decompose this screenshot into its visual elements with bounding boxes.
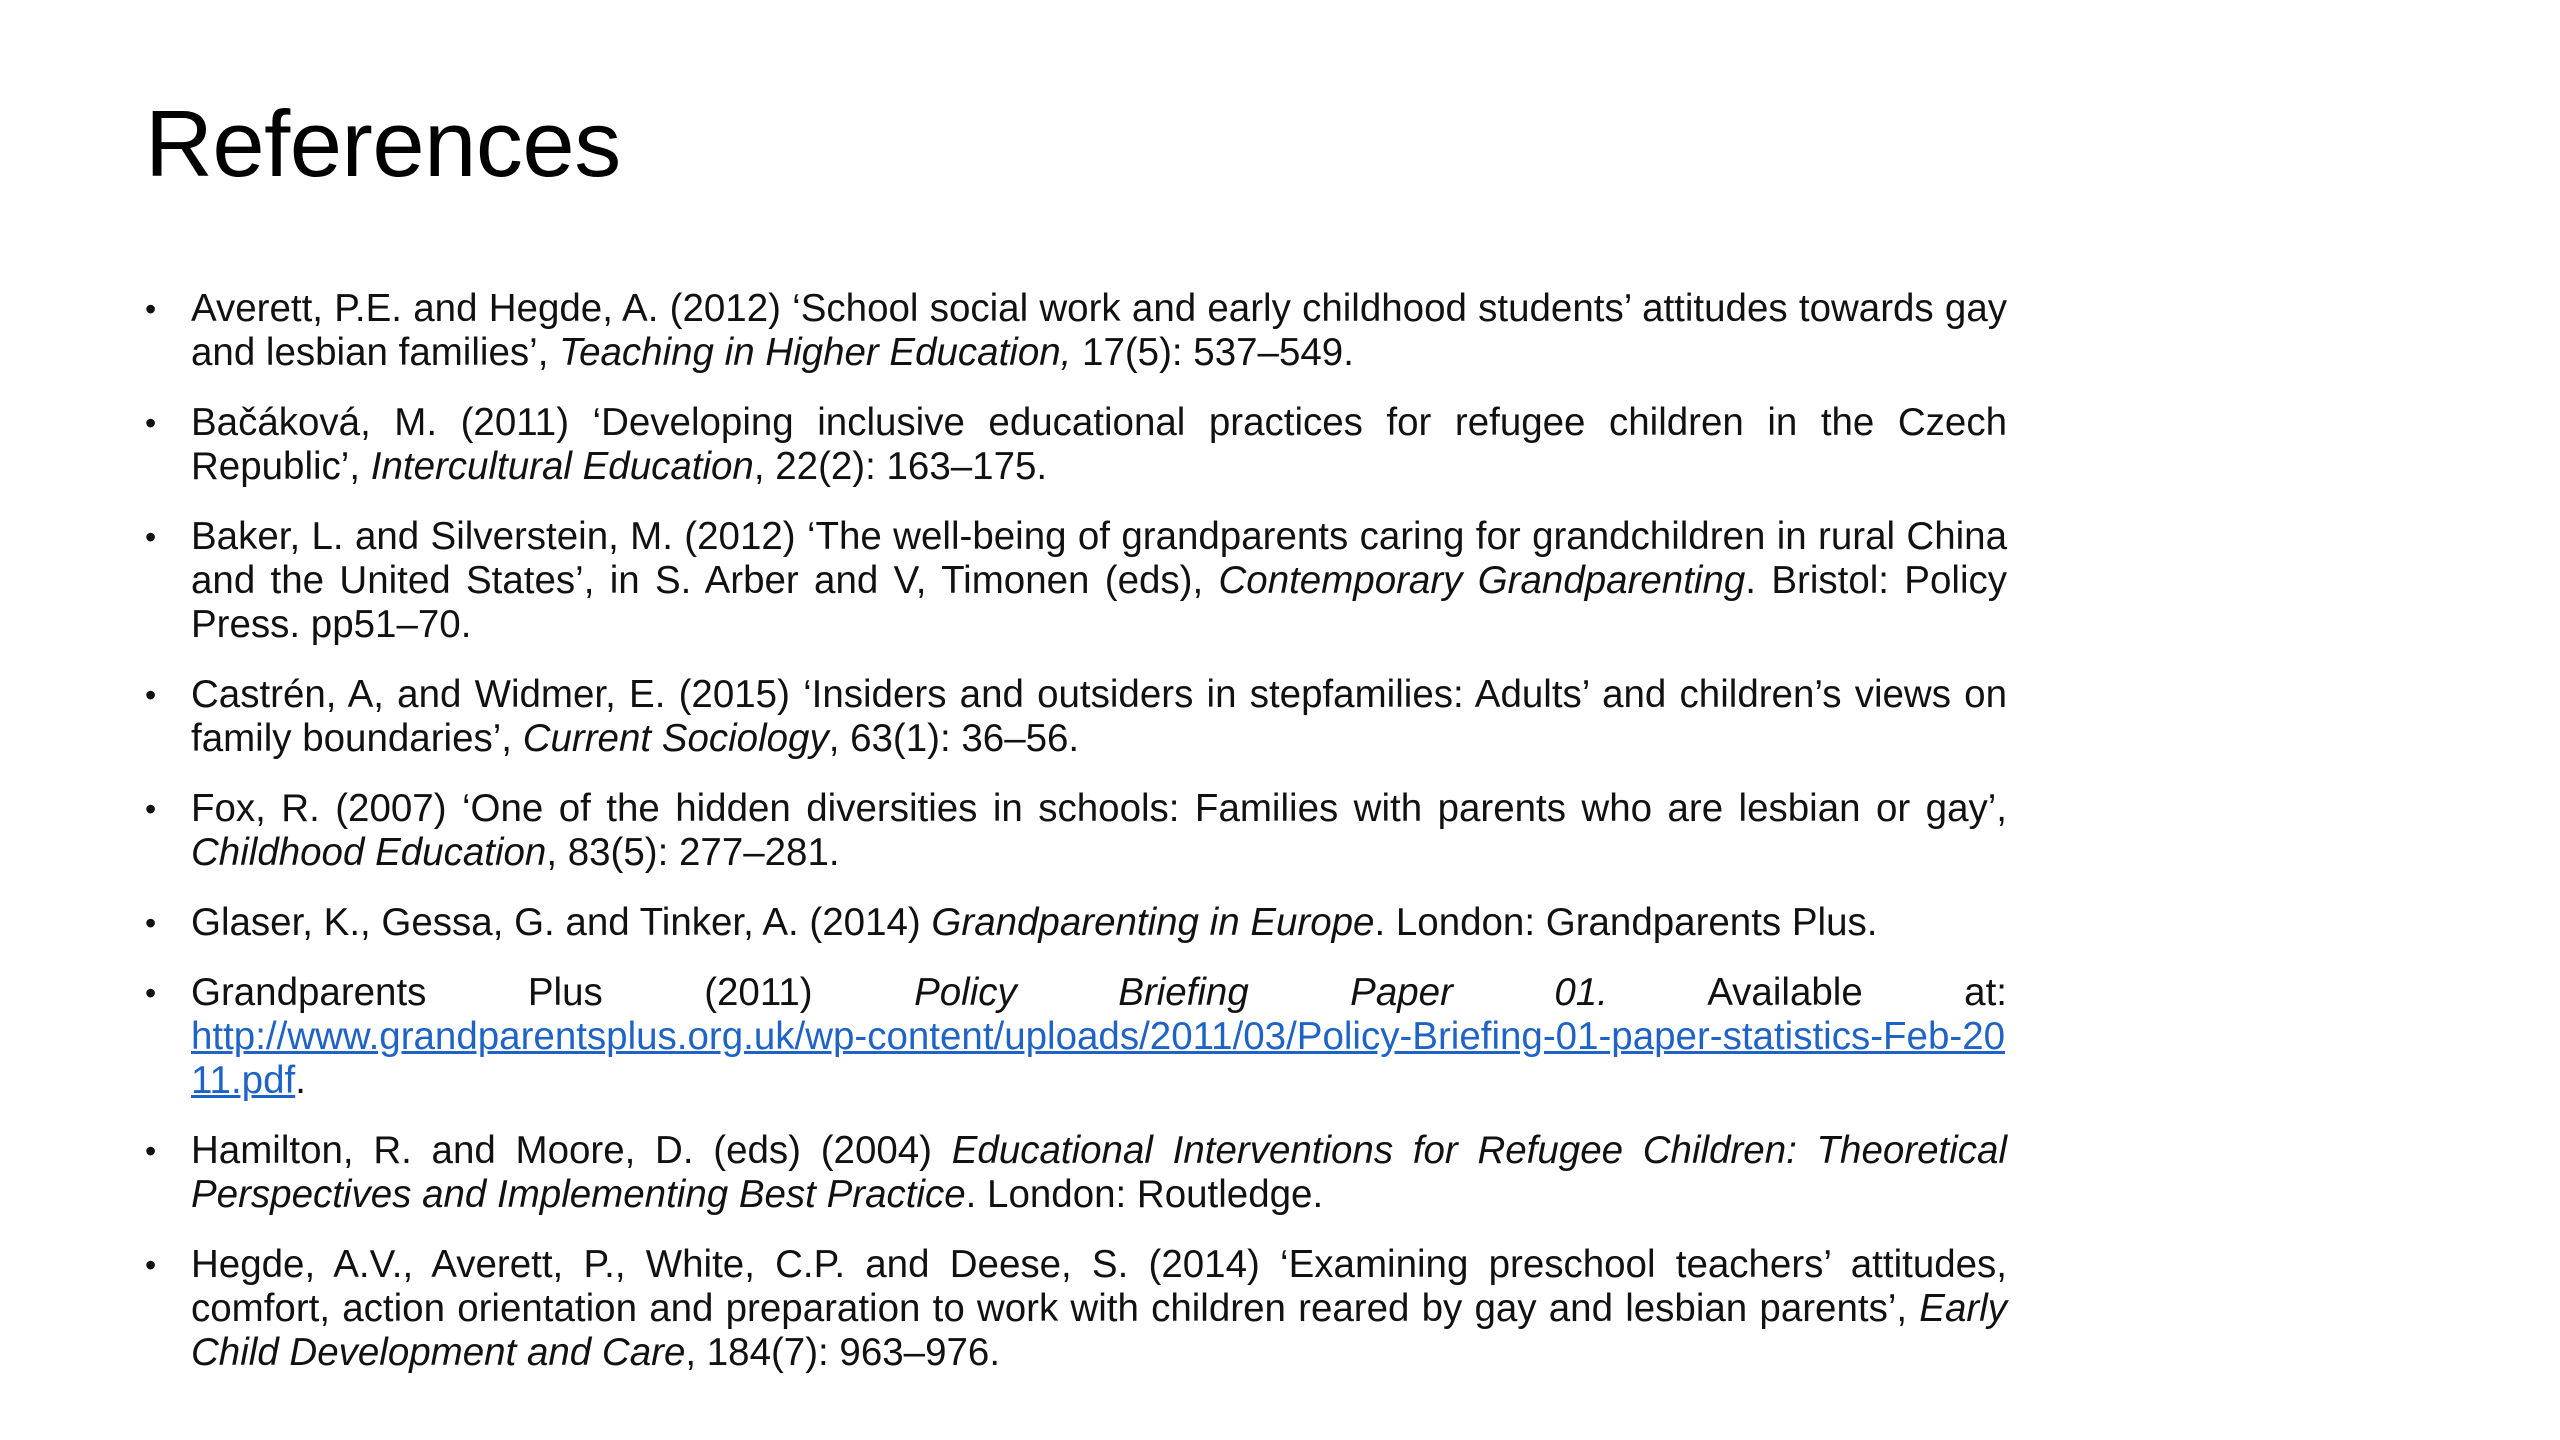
reference-details: , 184(7): 963–976. bbox=[685, 1331, 1001, 1374]
reference-text: Baker, L. and Silverstein, M. (2012) ‘The well-being of grandparents caring for grandchildren in rural China and the United States’, in S. Arber and V, Timonen (eds), bbox=[191, 515, 2007, 602]
reference-details: Available at: bbox=[1607, 971, 2007, 1014]
reference-item bbox=[145, 673, 2007, 761]
reference-text: Grandparents Plus (2011) bbox=[191, 971, 915, 1014]
reference-list bbox=[145, 287, 2007, 1401]
reference-details: , 83(5): 277–281. bbox=[546, 831, 840, 874]
reference-item bbox=[145, 515, 2007, 647]
reference-source: Current Sociology bbox=[522, 717, 829, 760]
reference-item bbox=[145, 1243, 2007, 1375]
reference-details: . London: Grandparents Plus. bbox=[1374, 901, 1878, 944]
reference-details: 17(5): 537–549. bbox=[1071, 331, 1354, 374]
reference-text: Hegde, A.V., Averett, P., White, C.P. and Deese, S. (2014) ‘Examining preschool teachers’ attitudes, comfort, action orientation and preparation to work with children reared by gay and lesbian parents’, bbox=[191, 1243, 2007, 1330]
reference-first-line bbox=[191, 971, 2007, 1015]
reference-item bbox=[145, 1129, 2007, 1217]
reference-text: Castrén, A, and Widmer, E. (2015) ‘Insiders and outsiders in stepfamilies: Adults’ and children’s views on family boundaries’, bbox=[191, 673, 2007, 760]
reference-text: Averett, P.E. and Hegde, A. (2012) ‘School social work and early childhood students’ attitudes towards gay and lesbian families’, bbox=[191, 287, 2007, 374]
reference-text: Fox, R. (2007) ‘One of the hidden diversities in schools: Families with parents who are lesbian or gay’, bbox=[191, 787, 2007, 830]
reference-url-line bbox=[191, 1015, 2007, 1103]
reference-source: Grandparenting in Europe bbox=[931, 901, 1375, 944]
reference-text: Glaser, K., Gessa, G. and Tinker, A. (2014) bbox=[191, 901, 932, 944]
reference-details: . London: Routledge. bbox=[965, 1173, 1324, 1216]
reference-text: Bačáková, M. (2011) ‘Developing inclusive educational practices for refugee children in the Czech Republic’, bbox=[191, 401, 2007, 488]
reference-source: Early Child Development and Care bbox=[191, 1287, 2007, 1374]
reference-details: . Bristol: Policy Press. pp51–70. bbox=[191, 559, 2007, 646]
reference-item bbox=[145, 287, 2007, 375]
reference-source: Intercultural Education bbox=[370, 445, 754, 488]
reference-source: Educational Interventions for Refugee Children: Theoretical Perspectives and Implementing Best Practice bbox=[191, 1129, 2007, 1216]
reference-link[interactable]: http://www.grandparentsplus.org.uk/wp-content/uploads/2011/03/Policy-Briefing-01-paper-statistics-Feb-2011.pdf bbox=[191, 1015, 2006, 1102]
reference-source: Contemporary Grandparenting bbox=[1218, 559, 1746, 602]
reference-item bbox=[145, 787, 2007, 875]
reference-source: Policy Briefing Paper 01. bbox=[914, 971, 1608, 1014]
reference-item bbox=[145, 971, 2007, 1103]
reference-item bbox=[145, 901, 2007, 945]
reference-details: , 22(2): 163–175. bbox=[753, 445, 1048, 488]
reference-details: , 63(1): 36–56. bbox=[828, 717, 1080, 760]
reference-text: Hamilton, R. and Moore, D. (eds) (2004) bbox=[191, 1129, 952, 1172]
reference-source: Teaching in Higher Education, bbox=[559, 331, 1072, 374]
reference-item bbox=[145, 401, 2007, 489]
reference-source: Childhood Education bbox=[191, 831, 547, 874]
reference-link-period: . bbox=[295, 1059, 306, 1102]
page-title: References bbox=[145, 91, 621, 196]
